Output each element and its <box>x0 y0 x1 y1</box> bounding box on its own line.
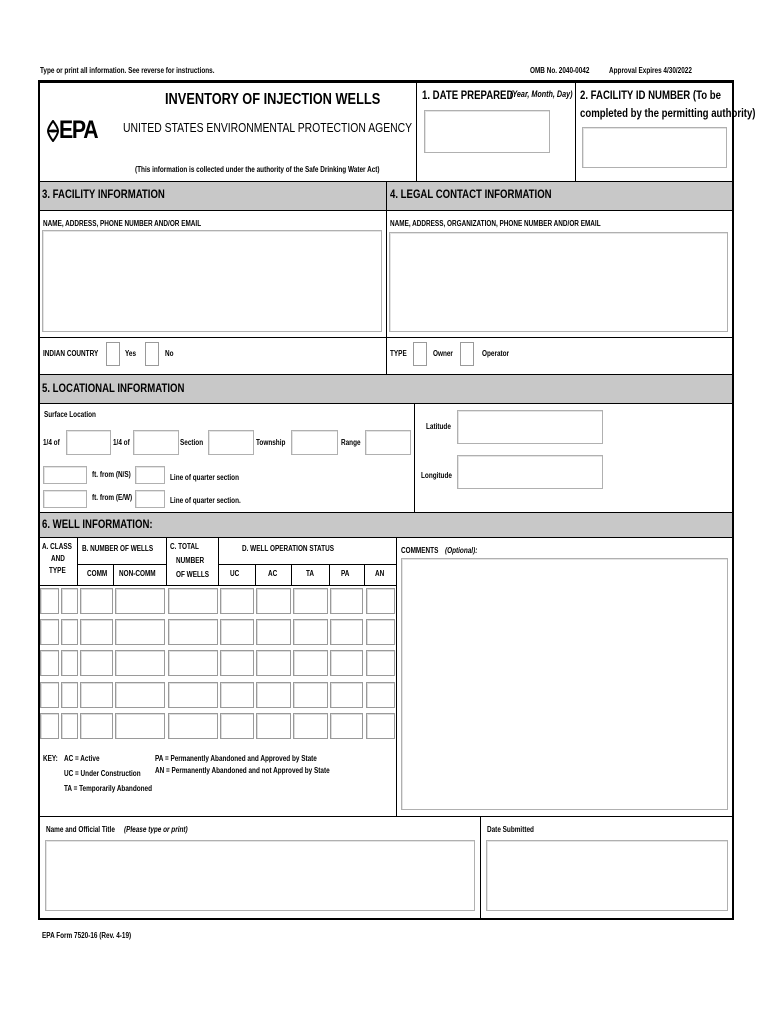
col-b-noncomm: NON-COMM <box>119 569 156 578</box>
col-c-line3: OF WELLS <box>176 570 210 579</box>
ns-direction-field[interactable] <box>135 466 165 484</box>
well-row-5-class-field[interactable] <box>40 713 59 739</box>
well-row-3-comm-field[interactable] <box>80 650 113 676</box>
key-uc: UC = Under Construction <box>64 769 141 778</box>
township-label: Township <box>256 438 286 447</box>
well-row-2-uc-field[interactable] <box>220 619 254 645</box>
well-row-5-ta-field[interactable] <box>293 713 328 739</box>
latitude-label: Latitude <box>426 422 451 431</box>
indian-country-label: INDIAN COUNTRY <box>43 349 99 358</box>
well-row-4-an-field[interactable] <box>366 682 395 708</box>
comments-label: COMMENTS <box>401 546 439 555</box>
facility-id-label-2: completed by the permitting authority) <box>580 106 756 120</box>
well-row-1-uc-field[interactable] <box>220 588 254 614</box>
facility-id-label: 2. FACILITY ID NUMBER (To be <box>580 88 721 102</box>
key-an: AN = Permanently Abandoned and not Approved by State <box>155 766 330 775</box>
well-row-4-uc-field[interactable] <box>220 682 254 708</box>
comments-field[interactable] <box>401 558 728 810</box>
well-row-3-total-field[interactable] <box>168 650 218 676</box>
well-row-5-ac-field[interactable] <box>256 713 291 739</box>
well-row-2-class-field[interactable] <box>40 619 59 645</box>
longitude-label: Longitude <box>421 471 452 480</box>
authority-note: (This information is collected under the authority of the Safe Drinking Water Act) <box>135 165 380 174</box>
name-title-hint: (Please type or print) <box>124 825 188 834</box>
quarter-of-2-label: 1/4 of <box>113 438 130 447</box>
well-row-5-noncomm-field[interactable] <box>115 713 165 739</box>
epa-flower-icon <box>46 120 60 142</box>
well-row-1-type-field[interactable] <box>61 588 78 614</box>
key-pa: PA = Permanently Abandoned and Approved by State <box>155 754 317 763</box>
col-b-comm: COMM <box>87 569 108 578</box>
yes-label: Yes <box>125 349 137 358</box>
line-quarter-1-label: Line of quarter section <box>170 473 239 482</box>
agency-name: UNITED STATES ENVIRONMENTAL PROTECTION AGENCY <box>123 120 413 135</box>
well-row-4-comm-field[interactable] <box>80 682 113 708</box>
well-row-3-an-field[interactable] <box>366 650 395 676</box>
well-row-4-ac-field[interactable] <box>256 682 291 708</box>
section6-title: 6. WELL INFORMATION: <box>42 517 153 531</box>
section-label: Section <box>180 438 204 447</box>
col-a-line1: A. CLASS <box>42 542 72 551</box>
facility-field-label: NAME, ADDRESS, PHONE NUMBER AND/OR EMAIL <box>43 219 202 228</box>
quarter-1-field[interactable] <box>66 430 111 455</box>
no-label: No <box>165 349 174 358</box>
col-a-line2: AND <box>51 554 65 563</box>
well-row-5-total-field[interactable] <box>168 713 218 739</box>
well-row-5-uc-field[interactable] <box>220 713 254 739</box>
status-ta: TA <box>306 569 315 578</box>
well-row-3-ac-field[interactable] <box>256 650 291 676</box>
well-row-3-type-field[interactable] <box>61 650 78 676</box>
well-row-3-class-field[interactable] <box>40 650 59 676</box>
status-an: AN <box>375 569 385 578</box>
longitude-field[interactable] <box>457 455 603 489</box>
well-row-4-class-field[interactable] <box>40 682 59 708</box>
epa-logo <box>46 118 98 146</box>
status-pa: PA <box>341 569 350 578</box>
well-row-2-total-field[interactable] <box>168 619 218 645</box>
well-row-2-type-field[interactable] <box>61 619 78 645</box>
section3-title: 3. FACILITY INFORMATION <box>42 187 165 201</box>
well-row-3-uc-field[interactable] <box>220 650 254 676</box>
well-row-1-ta-field[interactable] <box>293 588 328 614</box>
indian-country-yes-checkbox[interactable] <box>106 342 120 366</box>
quarter-2-field[interactable] <box>133 430 179 455</box>
col-c-line1: C. TOTAL <box>170 542 199 551</box>
section-field[interactable] <box>208 430 254 455</box>
date-prepared-label: 1. DATE PREPARED <box>422 88 514 102</box>
quarter-of-1-label: 1/4 of <box>43 438 60 447</box>
well-row-5-pa-field[interactable] <box>330 713 363 739</box>
col-c-line2: NUMBER <box>176 556 205 565</box>
approval-expires: Approval Expires 4/30/2022 <box>609 66 692 75</box>
well-row-5-type-field[interactable] <box>61 713 78 739</box>
type-label: TYPE <box>390 349 407 358</box>
epa-logo-text: EPA <box>59 116 98 144</box>
date-submitted-label: Date Submitted <box>487 825 534 834</box>
latitude-field[interactable] <box>457 410 603 444</box>
ns-distance-field[interactable] <box>43 466 87 484</box>
well-row-4-total-field[interactable] <box>168 682 218 708</box>
well-row-1-an-field[interactable] <box>366 588 395 614</box>
well-row-2-comm-field[interactable] <box>80 619 113 645</box>
ft-ew-label: ft. from (E/W) <box>92 493 133 502</box>
legal-contact-field[interactable] <box>389 232 728 332</box>
section5-title: 5. LOCATIONAL INFORMATION <box>42 381 185 395</box>
name-title-label: Name and Official Title <box>46 825 115 834</box>
well-row-4-noncomm-field[interactable] <box>115 682 165 708</box>
date-prepared-field[interactable] <box>424 110 550 153</box>
well-row-5-an-field[interactable] <box>366 713 395 739</box>
well-row-1-comm-field[interactable] <box>80 588 113 614</box>
line-quarter-2-label: Line of quarter section. <box>170 496 241 505</box>
col-d-header: D. WELL OPERATION STATUS <box>242 544 334 553</box>
section4-title: 4. LEGAL CONTACT INFORMATION <box>390 187 552 201</box>
range-label: Range <box>341 438 361 447</box>
key-ac: AC = Active <box>64 754 100 763</box>
ew-direction-field[interactable] <box>135 490 165 508</box>
legal-field-label: NAME, ADDRESS, ORGANIZATION, PHONE NUMBER AND/OR EMAIL <box>390 219 601 228</box>
well-row-2-an-field[interactable] <box>366 619 395 645</box>
key-ta: TA = Temporarily Abandoned <box>64 784 153 793</box>
well-row-2-pa-field[interactable] <box>330 619 363 645</box>
well-row-1-noncomm-field[interactable] <box>115 588 165 614</box>
comments-optional-label: (Optional): <box>445 546 478 555</box>
omb-number: OMB No. 2040-0042 <box>530 66 590 75</box>
date-submitted-field[interactable] <box>486 840 728 911</box>
form-number: EPA Form 7520-16 (Rev. 4-19) <box>42 931 132 940</box>
well-row-3-ta-field[interactable] <box>293 650 328 676</box>
col-a-line3: TYPE <box>49 566 66 575</box>
name-title-field[interactable] <box>45 840 475 911</box>
indian-country-no-checkbox[interactable] <box>145 342 159 366</box>
date-prepared-hint: (Year, Month, Day) <box>510 89 573 99</box>
township-field[interactable] <box>291 430 338 455</box>
well-row-1-ac-field[interactable] <box>256 588 291 614</box>
facility-id-field[interactable] <box>582 127 727 168</box>
status-ac: AC <box>268 569 278 578</box>
key-label: KEY: <box>43 754 58 763</box>
well-row-2-ta-field[interactable] <box>293 619 328 645</box>
well-row-5-comm-field[interactable] <box>80 713 113 739</box>
type-owner-checkbox[interactable] <box>413 342 427 366</box>
well-row-4-ta-field[interactable] <box>293 682 328 708</box>
owner-label: Owner <box>433 349 453 358</box>
well-row-2-noncomm-field[interactable] <box>115 619 165 645</box>
well-row-2-ac-field[interactable] <box>256 619 291 645</box>
facility-info-field[interactable] <box>42 230 382 332</box>
ft-ns-label: ft. from (N/S) <box>92 470 131 479</box>
well-row-1-class-field[interactable] <box>40 588 59 614</box>
well-row-1-total-field[interactable] <box>168 588 218 614</box>
well-row-1-pa-field[interactable] <box>330 588 363 614</box>
well-row-3-noncomm-field[interactable] <box>115 650 165 676</box>
instructions-text: Type or print all information. See reverse for instructions. <box>40 66 215 75</box>
surface-location-label: Surface Location <box>44 410 96 419</box>
status-uc: UC <box>230 569 240 578</box>
well-row-4-type-field[interactable] <box>61 682 78 708</box>
col-b-header: B. NUMBER OF WELLS <box>82 544 154 553</box>
type-operator-checkbox[interactable] <box>460 342 474 366</box>
form-title: INVENTORY OF INJECTION WELLS <box>165 91 381 108</box>
ew-distance-field[interactable] <box>43 490 87 508</box>
well-row-4-pa-field[interactable] <box>330 682 363 708</box>
range-field[interactable] <box>365 430 411 455</box>
operator-label: Operator <box>482 349 510 358</box>
well-row-3-pa-field[interactable] <box>330 650 363 676</box>
